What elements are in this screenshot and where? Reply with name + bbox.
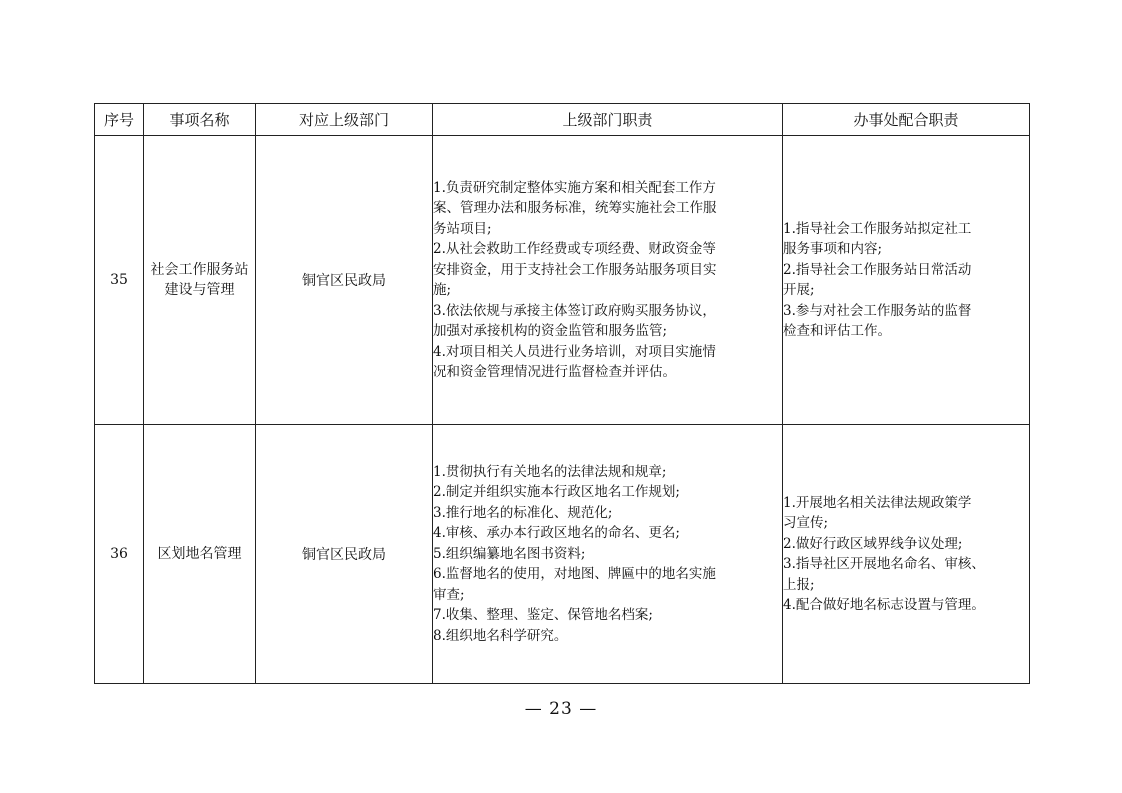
duty-line: 2.从社会救助工作经费或专项经费、财政资金等 bbox=[433, 241, 716, 257]
duty-line: 8.组织地名科学研究。 bbox=[433, 627, 568, 644]
row-office-cooperation-duties bbox=[783, 425, 1030, 684]
duty-line: 施; bbox=[433, 282, 452, 298]
header-item-name: 事项名称 bbox=[144, 104, 256, 136]
row-upper-department-duties bbox=[433, 136, 783, 425]
duty-line: 1.指导社会工作服务站拟定社工 bbox=[783, 220, 972, 237]
duty-line: 4.审核、承办本行政区地名的命名、更名; bbox=[433, 525, 680, 542]
table-row bbox=[95, 136, 1030, 425]
header-upper-department: 对应上级部门 bbox=[256, 104, 433, 136]
duty-line: 3.指导社区开展地名命名、审核、 bbox=[783, 556, 985, 572]
duty-line: 2.指导社会工作服务站日常活动 bbox=[783, 261, 972, 278]
header-upper-department-duties: 上级部门职责 bbox=[433, 104, 783, 136]
duty-line: 服务事项和内容; bbox=[783, 241, 883, 257]
header-office-cooperation-duties: 办事处配合职责 bbox=[783, 104, 1030, 136]
row-upper-department: 铜官区民政局 bbox=[256, 425, 433, 684]
page-number: — 23 — bbox=[524, 699, 598, 719]
row-serial-number: 36 bbox=[95, 425, 144, 684]
row-item-name: 社会工作服务站建设与管理 bbox=[144, 136, 256, 425]
table-header-row bbox=[95, 104, 1030, 136]
duty-table bbox=[94, 103, 1030, 684]
duty-line: 2.制定并组织实施本行政区地名工作规划; bbox=[433, 484, 680, 501]
row-office-cooperation-duties bbox=[783, 136, 1030, 425]
header-serial-number: 序号 bbox=[95, 104, 144, 136]
duty-line: 2.做好行政区域界线争议处理; bbox=[783, 535, 963, 552]
duty-line: 7.收集、整理、鉴定、保管地名档案; bbox=[433, 607, 653, 624]
duty-line: 3.参与对社会工作服务站的监督 bbox=[783, 302, 972, 319]
duty-line: 3.依法依规与承接主体签订政府购买服务协议， bbox=[433, 302, 716, 319]
duty-line: 4.配合做好地名标志设置与管理。 bbox=[783, 597, 985, 613]
duty-line: 3.推行地名的标准化、规范化; bbox=[433, 504, 613, 521]
row-item-name: 区划地名管理 bbox=[144, 425, 256, 684]
duty-line: 况和资金管理情况进行监督检查并评估。 bbox=[433, 364, 676, 380]
duty-line: 检查和评估工作。 bbox=[783, 323, 891, 339]
duty-line: 加强对承接机构的资金监管和服务监管; bbox=[433, 323, 668, 339]
duty-line: 务站项目; bbox=[433, 220, 492, 237]
table-row bbox=[95, 425, 1030, 684]
duty-line: 安排资金，用于支持社会工作服务站服务项目实 bbox=[433, 261, 717, 278]
row-upper-department: 铜官区民政局 bbox=[256, 136, 433, 425]
duty-line: 审查; bbox=[433, 586, 465, 603]
duty-line: 5.组织编纂地名图书资料; bbox=[433, 545, 586, 562]
duty-line: 案、管理办法和服务标准，统筹实施社会工作服 bbox=[433, 200, 717, 216]
duty-line: 开展; bbox=[783, 282, 815, 298]
row-serial-number: 35 bbox=[95, 136, 144, 425]
duty-line: 上报; bbox=[783, 576, 815, 593]
duty-line: 1.负责研究制定整体实施方案和相关配套工作方 bbox=[433, 179, 716, 196]
duty-line: 习宣传; bbox=[783, 515, 829, 531]
duty-line: 4.对项目相关人员进行业务培训，对项目实施情 bbox=[433, 343, 716, 360]
duty-line: 1.开展地名相关法律法规政策学 bbox=[783, 494, 972, 511]
duty-line: 1.贯彻执行有关地名的法律法规和规章; bbox=[433, 463, 667, 480]
duty-line: 6.监督地名的使用，对地图、牌匾中的地名实施 bbox=[433, 566, 716, 583]
row-upper-department-duties bbox=[433, 425, 783, 684]
